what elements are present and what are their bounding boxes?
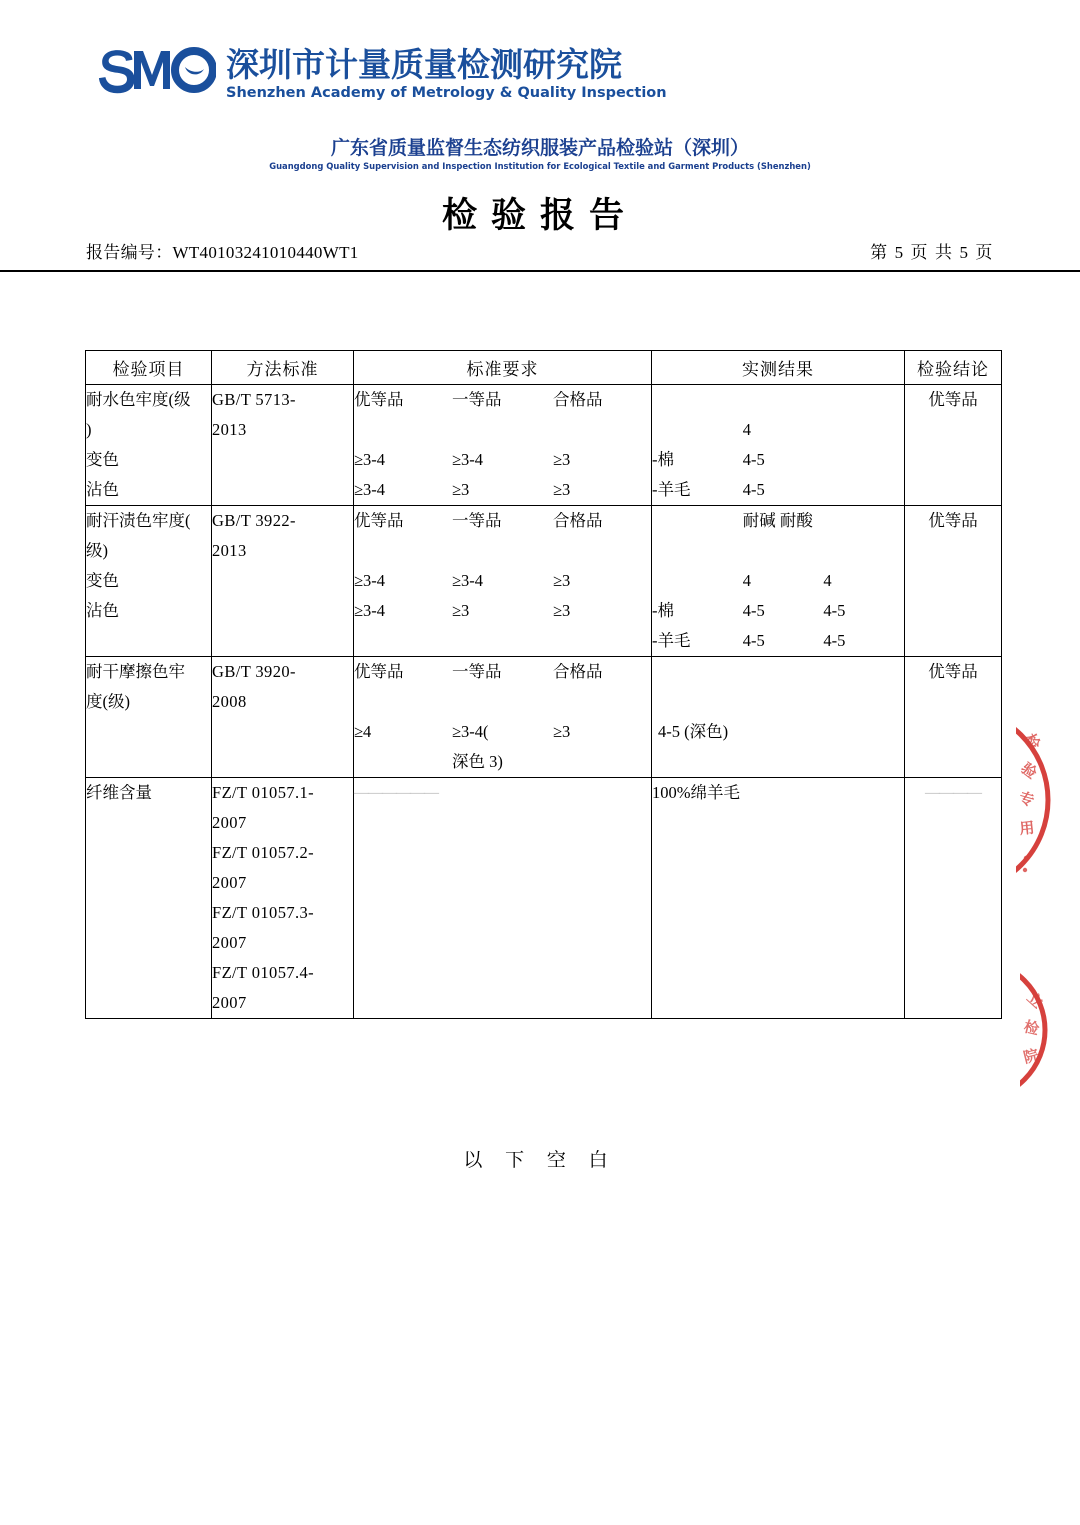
test-item-cell: [86, 385, 212, 506]
requirement-row: [354, 475, 651, 505]
spacer: [452, 536, 553, 566]
result-header: 耐碱 耐酸: [742, 511, 813, 530]
method-line: 2007: [212, 873, 247, 892]
page-indicator: 第 5 页 共 5 页: [870, 243, 994, 262]
report-number: [86, 238, 359, 263]
requirement-value: ≥3: [552, 722, 571, 741]
requirement-value: ≥3-4: [452, 450, 484, 469]
requirement-value: ≥3-4: [354, 601, 386, 620]
result-label: -棉: [652, 450, 674, 469]
table-row: [86, 506, 1002, 657]
test-item-line: 沾色: [86, 480, 119, 499]
test-item-line: 耐汗渍色牢度(: [86, 511, 191, 530]
column-header-item: 检验项目: [86, 351, 212, 385]
table-row: [86, 385, 1002, 506]
grade-grid: [354, 385, 651, 505]
requirement-value: ≥4: [354, 722, 372, 741]
grade-spacer-row: [354, 536, 651, 566]
test-item-line: 耐水色牢度(级: [86, 390, 191, 409]
method-line: GB/T 5713-: [212, 390, 296, 409]
grade-header: 合格品: [552, 390, 603, 409]
result-value: 4-5 (深色): [658, 722, 729, 741]
official-seal-lower: [1020, 955, 1080, 1110]
result-label: [652, 415, 743, 445]
method-line: 2013: [212, 541, 247, 560]
smq-logo-icon: [96, 44, 216, 98]
svg-text:立: 立: [1023, 988, 1047, 1013]
method-line: GB/T 3920-: [212, 662, 296, 681]
requirement-value: ≥3: [552, 571, 571, 590]
header-divider: [0, 270, 1080, 272]
requirement-value: 深色 3): [452, 752, 503, 771]
method-standard-cell: [212, 506, 354, 657]
spacer: [354, 687, 452, 717]
requirement-value: ≥3-4: [354, 450, 386, 469]
spacer: [553, 687, 651, 717]
grade-spacer-row: [354, 687, 651, 717]
grade-grid: [354, 657, 651, 777]
result-value: 4-5: [742, 631, 765, 650]
conclusion-placeholder: ————: [925, 785, 981, 801]
method-line: FZ/T 01057.1-: [212, 783, 315, 802]
requirement-row: [354, 566, 651, 596]
result-value: 4-5: [742, 480, 765, 499]
method-line: FZ/T 01057.2-: [212, 843, 315, 862]
svg-text:验: 验: [1017, 758, 1041, 783]
result-row: [652, 415, 904, 445]
result-row: [652, 596, 904, 626]
spacer: [354, 415, 452, 445]
result-value: 4: [742, 571, 751, 590]
result-grid: [652, 506, 904, 656]
method-line: 2008: [212, 692, 247, 711]
spacer: [553, 536, 651, 566]
requirement-row: [354, 717, 651, 747]
result-value: 4-5: [823, 601, 846, 620]
inspection-results-table: [85, 350, 1002, 1019]
standard-requirement-cell: [354, 657, 652, 778]
requirement-value: [553, 747, 651, 777]
station-name-block: [0, 136, 1080, 172]
requirement-row: [354, 445, 651, 475]
requirement-value: ≥3-4: [354, 480, 386, 499]
result-label: -羊毛: [652, 631, 691, 650]
conclusion-cell: 优等品: [905, 385, 1002, 506]
svg-text:院: 院: [1021, 1045, 1041, 1067]
report-meta-row: [86, 238, 994, 263]
conclusion-cell: [905, 778, 1002, 1019]
method-line: 2007: [212, 933, 247, 952]
measured-result-cell: [652, 385, 905, 506]
result-label: -羊毛: [652, 480, 691, 499]
svg-text:用: 用: [1018, 818, 1036, 838]
test-item-cell: [86, 506, 212, 657]
test-item-line: ): [86, 420, 92, 439]
institution-logo-block: [96, 44, 667, 102]
test-item-line: 耐干摩擦色牢: [86, 662, 185, 681]
method-standard-cell: [212, 385, 354, 506]
result-value: [823, 445, 904, 475]
grade-header: 优等品: [354, 511, 404, 530]
spacer: [452, 687, 553, 717]
method-line: 2007: [212, 993, 247, 1012]
test-item-line: 度(级): [86, 692, 130, 711]
grade-header-row: [354, 657, 651, 687]
test-item-line: 变色: [86, 450, 119, 469]
requirement-row: [354, 596, 651, 626]
requirement-row-continued: [354, 747, 651, 777]
result-row: [652, 626, 904, 656]
method-line: 2007: [212, 813, 247, 832]
result-value: 4: [823, 571, 832, 590]
table-row: [86, 657, 1002, 778]
method-line: 2013: [212, 420, 247, 439]
requirement-value: ≥3: [552, 450, 571, 469]
spacer: [652, 385, 743, 415]
result-grid: [652, 385, 904, 505]
grade-header: 一等品: [452, 662, 502, 681]
test-item-line: 纤维含量: [86, 783, 152, 802]
grade-header: 优等品: [354, 662, 404, 681]
result-header-row: [652, 506, 904, 536]
result-value: 4-5: [742, 450, 765, 469]
standard-requirement-cell: [354, 778, 652, 1019]
svg-text:检: 检: [1020, 730, 1044, 753]
requirement-value: ≥3-4(: [452, 722, 489, 741]
result-row: [652, 566, 904, 596]
table-header-row: [86, 351, 1002, 385]
test-item-line: 沾色: [86, 601, 119, 620]
station-name-en: Guangdong Quality Supervision and Inspection Institution for Ecological Textile and Garment Products (Shenzhen): [269, 161, 811, 171]
grade-header: 一等品: [452, 511, 502, 530]
conclusion-cell: 优等品: [905, 657, 1002, 778]
grade-grid: [354, 506, 651, 626]
method-line: FZ/T 01057.4-: [212, 963, 315, 982]
method-standard-cell: [212, 778, 354, 1019]
standard-requirement-cell: [354, 385, 652, 506]
method-standard-cell: [212, 657, 354, 778]
result-value: [823, 475, 904, 505]
column-header-result: 实测结果: [652, 351, 905, 385]
org-name-en: Shenzhen Academy of Metrology & Quality Inspection: [226, 85, 667, 101]
requirement-value: ≥3: [552, 480, 571, 499]
method-line: GB/T 3922-: [212, 511, 296, 530]
result-row: [652, 445, 904, 475]
table-row: [86, 778, 1002, 1019]
column-header-method: 方法标准: [212, 351, 354, 385]
requirement-value: ≥3: [552, 601, 571, 620]
grade-header: 优等品: [354, 390, 404, 409]
requirement-value: ≥3-4: [452, 571, 484, 590]
spacer: [652, 536, 743, 566]
requirement-value: ≥3-4: [354, 571, 386, 590]
result-spacer: [652, 506, 743, 536]
requirement-value: [354, 747, 452, 777]
spacer: [652, 687, 904, 717]
column-header-standard: 标准要求: [354, 351, 652, 385]
measured-result-cell: [652, 506, 905, 657]
measured-result-cell: [652, 778, 905, 1019]
grade-header: 合格品: [552, 511, 603, 530]
grade-header-row: [354, 506, 651, 536]
report-number-label: 报告编号：: [86, 243, 173, 262]
conclusion-cell: 优等品: [905, 506, 1002, 657]
result-spacer-row: [652, 385, 904, 415]
result-value: 4-5: [823, 631, 846, 650]
result-label: -棉: [652, 601, 674, 620]
org-name-cn: 深圳市计量质量检测研究院: [226, 45, 622, 84]
result-value: 4-5: [742, 601, 765, 620]
grade-header-row: [354, 385, 651, 415]
spacer: [652, 657, 904, 687]
result-value: 4: [742, 420, 751, 439]
test-item-line: 级): [86, 541, 108, 560]
measured-result-cell: [652, 657, 905, 778]
test-item-line: 变色: [86, 571, 119, 590]
requirement-value: ≥3: [452, 601, 470, 620]
grade-header: 合格品: [552, 662, 603, 681]
page-title: 检验报告: [441, 196, 638, 236]
spacer: [823, 385, 904, 415]
result-value: 100%绵羊毛: [652, 783, 740, 802]
spacer: [743, 385, 824, 415]
spacer: [553, 415, 651, 445]
requirement-value: ≥3: [452, 480, 470, 499]
svg-text:专: 专: [1016, 788, 1037, 810]
spacer: [452, 415, 553, 445]
requirement-placeholder: ——————: [354, 785, 438, 801]
spacer: [354, 536, 452, 566]
result-label: [652, 566, 743, 596]
method-line: FZ/T 01057.3-: [212, 903, 315, 922]
svg-text:检: 检: [1022, 1017, 1041, 1039]
blank-below-note: 以 下 空 白: [463, 1150, 617, 1171]
official-seal-upper: [1016, 700, 1080, 905]
test-item-cell: [86, 778, 212, 1019]
institution-name-block: [226, 44, 667, 102]
result-value: [823, 415, 904, 445]
station-name-cn: 广东省质量监督生态纺织服装产品检验站（深圳）: [330, 137, 749, 159]
column-header-conclusion: 检验结论: [905, 351, 1002, 385]
result-spacer-row: [652, 536, 904, 566]
test-item-cell: [86, 657, 212, 778]
report-number-value: WT40103241010440WT1: [172, 243, 359, 262]
spacer: [743, 536, 824, 566]
standard-requirement-cell: [354, 506, 652, 657]
result-row: [652, 475, 904, 505]
spacer: [823, 536, 904, 566]
grade-spacer-row: [354, 415, 651, 445]
grade-header: 一等品: [452, 390, 502, 409]
